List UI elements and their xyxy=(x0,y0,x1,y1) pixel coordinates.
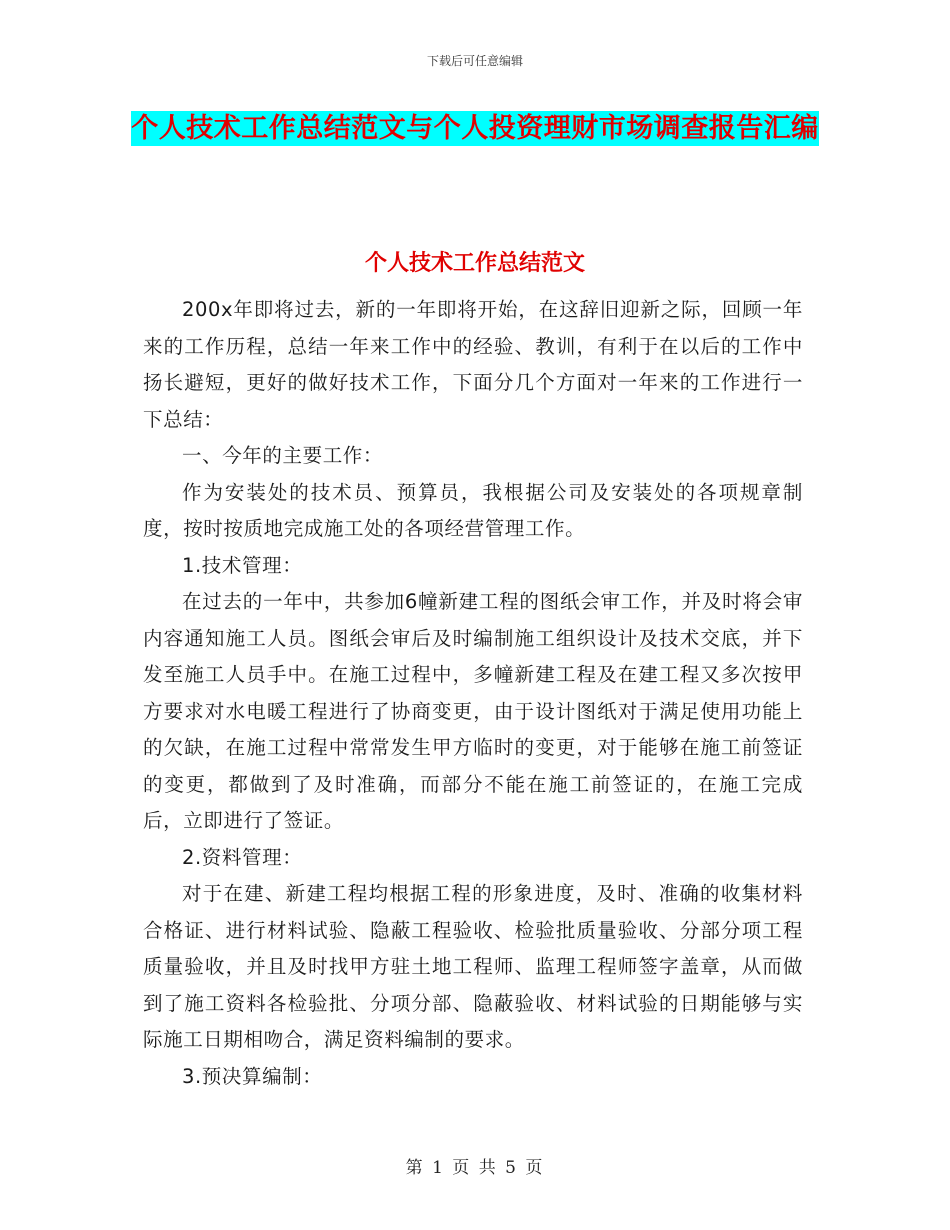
paragraph-technical-management: 在过去的一年中，共参加6幢新建工程的图纸会审工作，并及时将会审内容通知施工人员。图纸会审后及时编制施工组织设计及技术交底，并下发至施工人员手中。在施工过程中，多幢新建工程及在建工程又多次按甲方要求对水电暖工程进行了协商变更，由于设计图纸对于满足使用功能上的欠缺，在施工过程中常常发生甲方临时的变更，对于能够在施工前签证的变更，都做到了及时准确，而部分不能在施工前签证的，在施工完成后，立即进行了签证。 xyxy=(143,590,803,832)
paragraph-intro: 200x年即将过去，新的一年即将开始，在这辞旧迎新之际，回顾一年来的工作历程，总结一年来工作中的经验、教训，有利于在以后的工作中扬长避短，更好的做好技术工作，下面分几个方面对一年来的工作进行一下总结： xyxy=(143,298,803,431)
section-title: 个人技术工作总结范文 xyxy=(364,251,585,276)
document-title-text: 个人技术工作总结范文与个人投资理财市场调查报告汇编 xyxy=(131,113,819,144)
page-header-note: 下载后可任意编辑 xyxy=(426,54,523,68)
page-number: 第 1 页 共 5 页 xyxy=(405,1158,545,1178)
heading-technical-management: 1.技术管理： xyxy=(182,553,303,577)
document-body xyxy=(143,292,803,1095)
paragraph-document-management: 对于在建、新建工程均根据工程的形象进度，及时、准确的收集材料合格证、进行材料试验、隐蔽工程验收、检验批质量验收、分部分项工程质量验收，并且及时找甲方驻土地工程师、监理工程师签字盖章，从而做到了施工资料各检验批、分项分部、隐蔽验收、材料试验的日期能够与实际施工日期相吻合，满足资料编制的要求。 xyxy=(143,882,803,1051)
document-title xyxy=(120,104,830,154)
heading-budget: 3.预决算编制： xyxy=(182,1064,323,1088)
heading-document-management: 2.资料管理： xyxy=(182,845,303,869)
heading-main-work: 一、今年的主要工作： xyxy=(182,444,384,467)
paragraph-role: 作为安装处的技术员、预算员，我根据公司及安装处的各项规章制度，按时按质地完成施工处的各项经营管理工作。 xyxy=(143,480,803,540)
